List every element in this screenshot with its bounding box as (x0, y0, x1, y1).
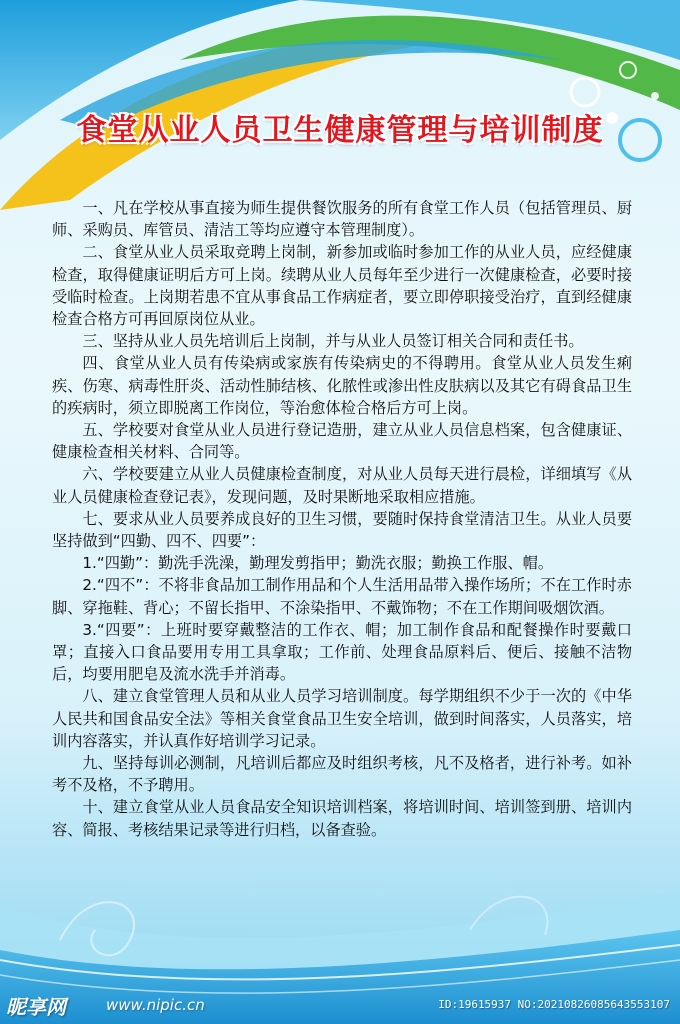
paragraph: 三、坚持从业人员先培训后上岗制，并与从业人员签订相关合同和责任书。 (82, 332, 584, 351)
document-body (52, 197, 632, 841)
paragraph: 一、凡在学校从事直接为师生提供餐饮服务的所有食堂工作人员（包括管理员、厨师、采购员、库管员、清洁工等均应遵守本管理制度）。 (52, 199, 632, 240)
page-title: 食堂从业人员卫生健康管理与培训制度 (76, 113, 604, 148)
paragraph: 3.“四要”：上班时要穿戴整洁的工作衣、帽；加工制作食品和配餐操作时要戴口罩；直接入口食品要用专用工具拿取；工作前、处理食品原料后、便后、接触不洁物后，均要用肥皂及流水洗手并消毒。 (52, 620, 632, 684)
paragraph: 2.“四不”：不将非食品加工制作用品和个人生活用品带入操作场所；不在工作时赤脚、穿拖鞋、背心；不留长指甲、不涂染指甲、不戴饰物；不在工作期间吸烟饮酒。 (52, 576, 632, 617)
paragraph: 八、建立食堂管理人员和从业人员学习培训制度。每学期组织不少于一次的《中华人民共和国食品安全法》等相关食堂食品卫生安全培训，做到时间落实，人员落实，培训内容落实，并认真作好培训学习记录。 (52, 687, 632, 750)
bubble (571, 78, 599, 106)
paragraph: 1.“四勤”：勤洗手洗澡，勤理发剪指甲；勤洗衣服；勤换工作服、帽。 (82, 554, 554, 573)
watermark-logo: 昵享网 (6, 995, 66, 1019)
paragraph: 六、学校要建立从业人员健康检查制度，对从业人员每天进行晨检，详细填写《从业人员健康检查登记表》，发现问题，及时果断地采取相应措施。 (52, 465, 632, 506)
paragraph: 十、建立食堂从业人员食品安全知识培训档案，将培训时间、培训签到册、培训内容、简报、考核结果记录等进行归档，以备查验。 (52, 798, 632, 839)
watermark-id: ID:19615937 NO:20210826085643553107 (438, 998, 670, 1011)
paragraph: 七、要求从业人员要养成良好的卫生习惯，要随时保持食堂清洁卫生。从业人员要坚持做到“四勤、四不、四要”： (52, 509, 632, 551)
paragraph: 四、食堂从业人员有传染病或家族有传染病史的不得聘用。食堂从业人员发生痢疾、伤寒、病毒性肝炎、活动性肺结核、化脓性或渗出性皮肤病以及其它有碍食品卫生的疾病时，须立即脱离工作岗位，等治愈体检合格后方可上岗。 (52, 354, 632, 417)
paragraph: 二、食堂从业人员采取竞聘上岗制，新参加或临时参加工作的从业人员，应经健康检查，取得健康证明后方可上岗。续聘从业人员每年至少进行一次健康检查，必要时接受临时检查。上岗期若患不宜从事食品工作病症者，要立即停职接受治疗，直到经健康检查合格方可再回原岗位从业。 (52, 243, 632, 329)
bubble (651, 92, 659, 100)
paragraph: 五、学校要对食堂从业人员进行登记造册，建立从业人员信息档案，包含健康证、健康检查相关材料、合同等。 (52, 421, 632, 462)
paragraph: 九、坚持每训必测制，凡培训后都应及时组织考核，凡不及格者，进行补考。如补考不及格，不予聘用。 (52, 754, 632, 795)
watermark-url: www.nipic.cn (106, 996, 205, 1014)
